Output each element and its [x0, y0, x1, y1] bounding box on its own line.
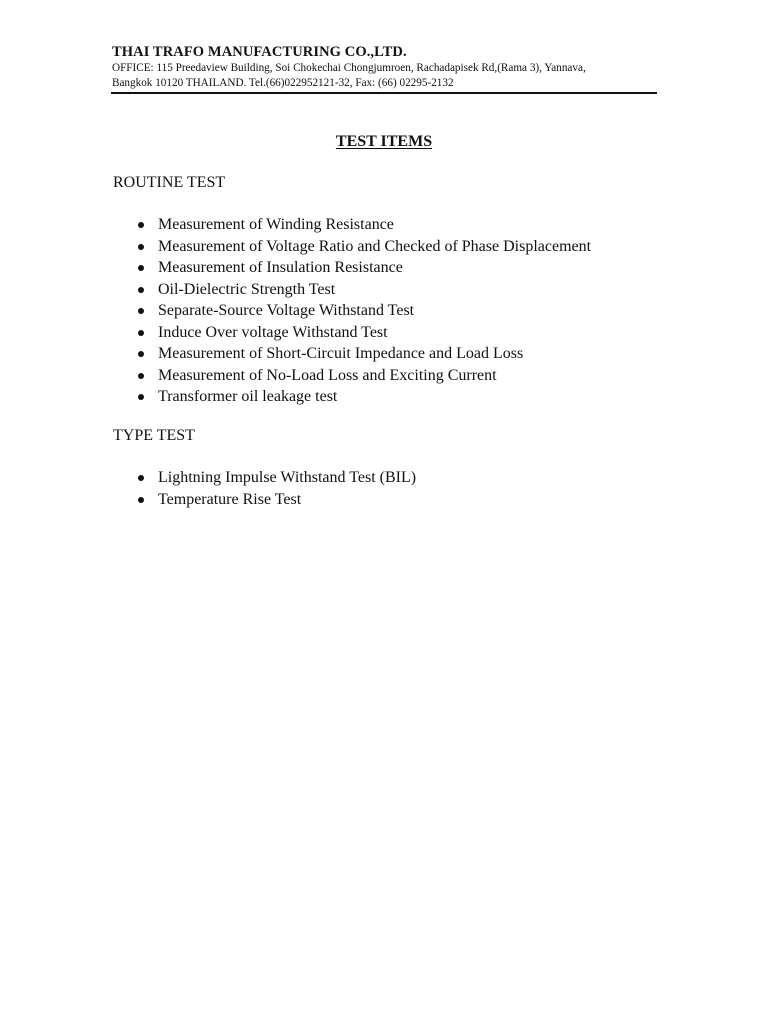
list-item-text: Separate-Source Voltage Withstand Test [158, 302, 415, 319]
list-item [138, 279, 591, 301]
document-title [0, 132, 768, 152]
type-test-list [138, 467, 416, 510]
address-line-1: OFFICE: 115 Preedaview Building, Soi Chokechai Chongjumroen, Rachadapisek Rd,(Rama 3), Yannava, [112, 62, 586, 74]
list-item [138, 343, 591, 365]
list-item-text: Measurement of Insulation Resistance [158, 259, 403, 276]
bullet-icon [138, 330, 144, 336]
list-item-text: Measurement of Voltage Ratio and Checked of Phase Displacement [158, 237, 592, 255]
header-divider [111, 92, 657, 94]
letterhead [112, 44, 657, 91]
list-item-text: Temperature Rise Test [158, 490, 302, 508]
bullet-icon [138, 497, 144, 503]
bullet-icon [138, 475, 144, 481]
list-item-text: Induce Over voltage Withstand Test [158, 323, 388, 341]
list-item [138, 236, 591, 258]
document-title-text: TEST ITEMS [335, 133, 433, 150]
list-item [138, 300, 591, 322]
list-item [138, 467, 416, 489]
address-line-2: Bangkok 10120 THAILAND. Tel.(66)022952121-32, Fax: (66) 02295-2132 [112, 77, 454, 89]
list-item [138, 386, 591, 408]
list-item [138, 365, 591, 387]
routine-test-list [138, 214, 591, 408]
list-item-text: Measurement of Winding Resistance [158, 216, 394, 233]
list-item-text: Measurement of Short-Circuit Impedance and Load Loss [158, 345, 524, 362]
bullet-icon [138, 287, 144, 293]
list-item-text: Lightning Impulse Withstand Test (BIL) [158, 469, 417, 486]
bullet-icon [138, 351, 144, 357]
bullet-icon [138, 244, 144, 250]
list-item [138, 322, 591, 344]
list-item [138, 257, 591, 279]
bullet-icon [138, 265, 144, 271]
bullet-icon [138, 394, 144, 400]
list-item [138, 489, 416, 511]
bullet-icon [138, 373, 144, 379]
list-item-text: Measurement of No-Load Loss and Exciting Current [158, 366, 497, 384]
list-item [138, 214, 591, 236]
company-name: THAI TRAFO MANUFACTURING CO.,LTD. [112, 44, 407, 60]
list-item-text: Oil-Dielectric Strength Test [158, 280, 336, 298]
routine-test-heading: ROUTINE TEST [113, 174, 226, 191]
list-item-text: Transformer oil leakage test [158, 388, 338, 405]
bullet-icon [138, 222, 144, 228]
bullet-icon [138, 308, 144, 314]
type-test-heading: TYPE TEST [113, 427, 195, 444]
